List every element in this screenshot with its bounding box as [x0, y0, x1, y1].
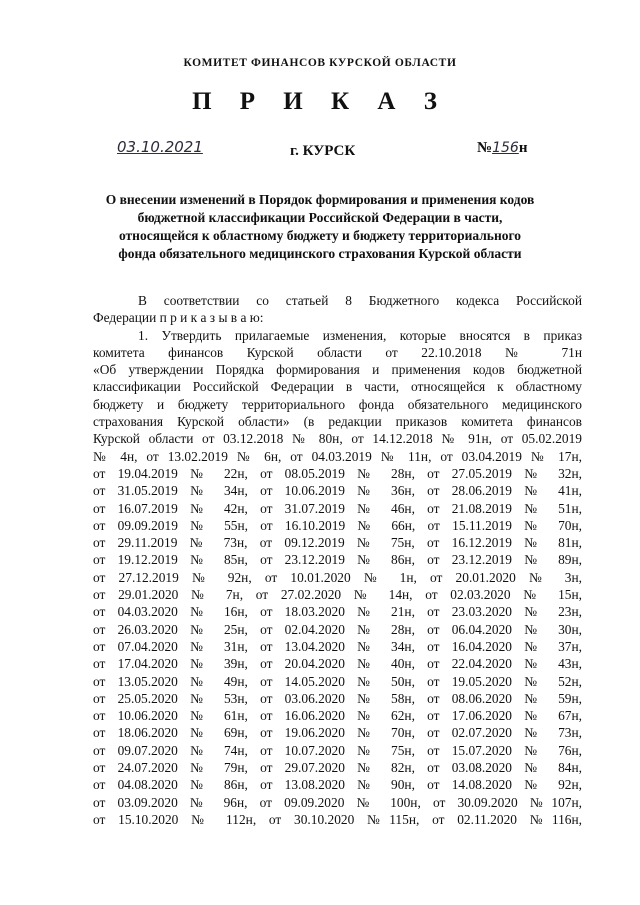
- body-line: от 19.04.2019 № 22н, от 08.05.2019 № 28н, от 27.05.2019 № 32н,: [93, 465, 582, 481]
- document-body: [93, 292, 582, 846]
- body-line: от 18.06.2020 № 69н, от 19.06.2020 № 70н, от 02.07.2020 № 73н,: [93, 725, 582, 741]
- body-line: от 04.03.2020 № 16н, от 18.03.2020 № 21н, от 23.03.2020 № 23н,: [93, 604, 582, 620]
- body-line: от 24.07.2020 № 79н, от 29.07.2020 № 82н, от 03.08.2020 № 84н,: [93, 760, 582, 776]
- body-line: от 04.08.2020 № 86н, от 13.08.2020 № 90н, от 14.08.2020 № 92н,: [93, 777, 582, 793]
- body-line: Курской области от 03.12.2018 № 80н, от 14.12.2018 № 91н, от 05.02.2019: [93, 431, 582, 447]
- number-sign: №: [477, 140, 493, 156]
- body-line: от 09.09.2019 № 55н, от 16.10.2019 № 66н, от 15.11.2019 № 70н,: [93, 517, 582, 533]
- body-line: от 03.09.2020 № 96н, от 09.09.2020 № 100н, от 30.09.2020 №107н,: [93, 794, 582, 810]
- body-line: № 4н, от 13.02.2019 № 6н, от 04.03.2019 № 11н, от 03.04.2019 № 17н,: [93, 448, 582, 464]
- body-line: комитета финансов Курской области от 22.10.2018 № 71н: [93, 344, 582, 360]
- body-line: «Об утверждении Порядка формирования и применения кодов бюджетной: [93, 362, 582, 378]
- body-line: от 27.12.2019 № 92н, от 10.01.2020 № 1н, от 20.01.2020 № 3н,: [93, 569, 582, 585]
- body-line: от 07.04.2020 № 31н, от 13.04.2020 № 34н, от 16.04.2020 № 37н,: [93, 638, 582, 654]
- body-line: от 26.03.2020 № 25н, от 02.04.2020 № 28н, от 06.04.2020 № 30н,: [93, 621, 582, 637]
- number-handwritten: 156: [492, 140, 519, 156]
- body-line: от 19.12.2019 № 85н, от 23.12.2019 № 86н, от 23.12.2019 № 89н,: [93, 552, 582, 568]
- body-line: [93, 828, 582, 845]
- body-line: от 17.04.2020 № 39н, от 20.04.2020 № 40н, от 22.04.2020 № 43н,: [93, 656, 582, 672]
- document-subject: [60, 191, 580, 263]
- document-title: П Р И К А З: [192, 88, 448, 115]
- number-suffix: н: [518, 140, 528, 156]
- body-line: от 16.07.2019 № 42н, от 31.07.2019 № 46н, от 21.08.2019 № 51н,: [93, 500, 582, 516]
- document-city: г. КУРСК: [290, 143, 356, 159]
- body-line: от 13.05.2020 № 49н, от 14.05.2020 № 50н, от 19.05.2020 № 52н,: [93, 673, 582, 689]
- body-line: В соответствии со статьей 8 Бюджетного кодекса Российской: [138, 293, 582, 308]
- organization-name: КОМИТЕТ ФИНАНСОВ КУРСКОЙ ОБЛАСТИ: [183, 57, 457, 69]
- subject-line: О внесении изменений в Порядок формирования и применения кодов: [105, 192, 535, 207]
- body-line: от 10.06.2020 № 61н, от 16.06.2020 № 62н, от 17.06.2020 № 67н,: [93, 708, 582, 724]
- body-line: от 31.05.2019 № 34н, от 10.06.2019 № 36н, от 28.06.2019 № 41н,: [93, 483, 582, 499]
- subject-line: относящейся к областному бюджету и бюджету территориального: [118, 228, 522, 243]
- body-line: классификации Российской Федерации в части, относящейся к областному: [93, 379, 582, 395]
- body-line: от 29.11.2019 № 73н, от 09.12.2019 № 75н, от 16.12.2019 № 81н,: [93, 535, 582, 551]
- body-line: бюджету и бюджету территориального фонда обязательного медицинского: [93, 396, 582, 412]
- body-line: от 15.10.2020 № 112н, от 30.10.2020 №115н, от 02.11.2020 №116н,: [93, 811, 582, 827]
- body-line: 1. Утвердить прилагаемые изменения, которые вносятся в приказ: [138, 327, 582, 343]
- document-date: 03.10.2021: [117, 138, 203, 156]
- body-line: Федерации п р и к а з ы в а ю:: [93, 310, 264, 326]
- body-line: страхования Курской области» (в редакции приказов комитета финансов: [93, 414, 582, 430]
- body-line: от 25.05.2020 № 53н, от 03.06.2020 № 58н, от 08.06.2020 № 59н,: [93, 690, 582, 706]
- subject-line: бюджетной классификации Российской Федерации в части,: [137, 210, 503, 225]
- document-number: [477, 140, 527, 157]
- subject-line: фонда обязательного медицинского страхования Курской области: [118, 246, 522, 261]
- body-line: от 29.01.2020 № 7н, от 27.02.2020 № 14н, от 02.03.2020 № 15н,: [93, 587, 582, 603]
- body-line: от 09.07.2020 № 74н, от 10.07.2020 № 75н, от 15.07.2020 № 76н,: [93, 742, 582, 758]
